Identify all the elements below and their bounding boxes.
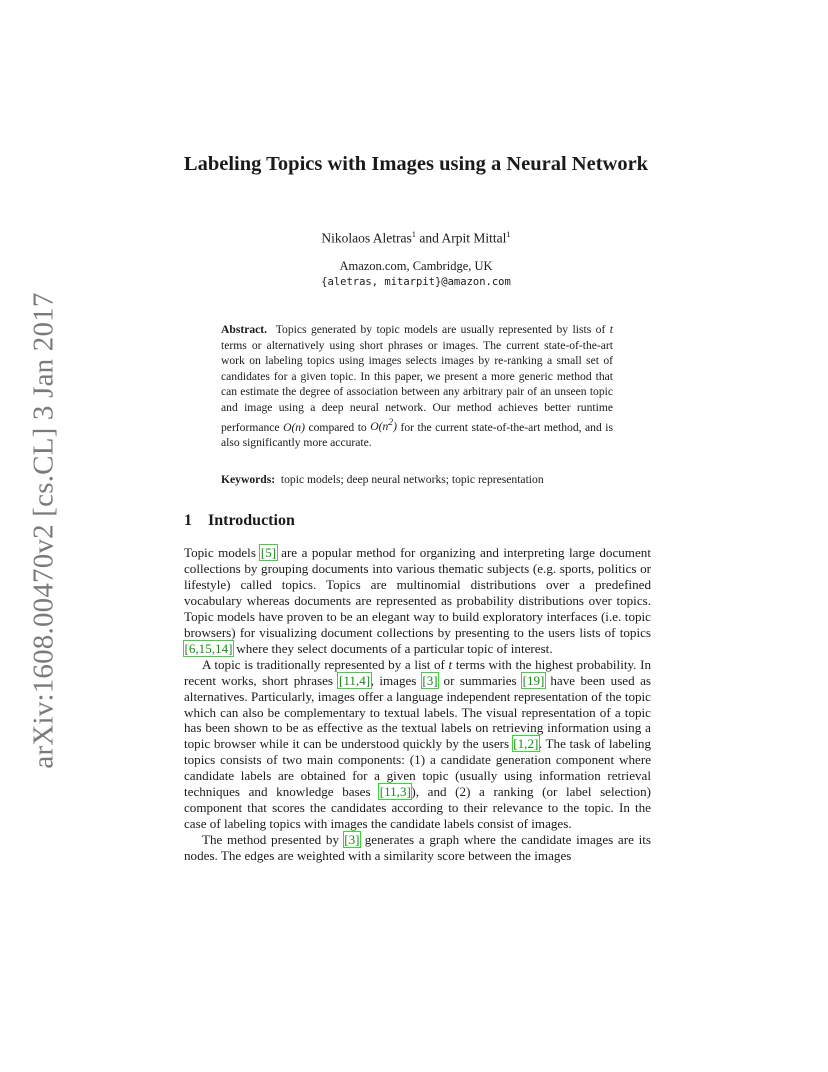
paper-title: Labeling Topics with Images using a Neural Network [183, 153, 649, 175]
keywords [221, 472, 621, 487]
math-expression: O(n) [283, 420, 305, 434]
section-heading [184, 512, 295, 530]
affiliation: Amazon.com, Cambridge, UK [339, 259, 493, 273]
author-emails: {aletras, mitarpit}@amazon.com [321, 276, 511, 288]
math-expression: $O(n^2)$ [370, 417, 397, 434]
abstract-text: for the current state-of-the-art method, and is also significantly more accurate. [221, 420, 613, 450]
section-number: 1 [184, 512, 192, 529]
citation-link[interactable]: [3] [422, 672, 438, 688]
citation-link[interactable]: [3] [344, 832, 360, 848]
paragraph: Topic models [5] are a popular method for organizing and interpreting large document collections by grouping documents into various thematic subjects (e.g. sports, politics or lifestyle) called topics. Topics are multinomial distributions over a predefined vocabulary whereas documents are represented as probability distributions over topics. Topic models have proven to be an elegant way to build exploratory interfaces (i.e. topic browsers) for visualizing document collections by presenting to the users lists of topics [6,15,14] where they select documents of a particular topic of interest. [184, 545, 651, 656]
keywords-text: topic models; deep neural networks; topic representation [280, 473, 544, 486]
author-name: Nikolaos Aletras [321, 230, 412, 246]
abstract-text: Topics generated by topic models are usually represented by lists of [275, 323, 610, 336]
citation-link[interactable]: [11,3] [379, 784, 411, 800]
citation-link[interactable]: [1,2] [513, 736, 539, 752]
keywords-label: Keywords: [221, 473, 276, 486]
affiliation-marker: 1 [506, 229, 511, 239]
citation-link[interactable]: [19] [522, 672, 545, 688]
citation-link[interactable]: [6,15,14] [184, 640, 233, 656]
affiliation-marker: 1 [411, 229, 416, 239]
abstract-label: Abstract. [221, 323, 268, 336]
section-title: Introduction [208, 512, 295, 529]
citation-link[interactable]: [5] [260, 545, 277, 560]
paragraph: The method presented by [3] generates a graph where the candidate images are its nodes. The edges are weighted with a similarity score between the images [184, 832, 651, 864]
author-separator: and [416, 230, 442, 246]
abstract-text: terms or alternatively using short phrases or images. The current state-of-the-art work on labeling topics using images selects images by re-ranking a small set of candidates for a given topic. In this paper, we present a more generic method that can estimate the degree of association between any arbitrary pair of an unseen topic and image using a deep neural network. Our method achieves better runtime performance [221, 338, 613, 434]
arxiv-identifier-text: arXiv:1608.00470v2 [cs.CL] 3 Jan 2017 [27, 291, 60, 769]
body-text [184, 545, 651, 864]
author-name: Arpit Mittal [441, 230, 507, 246]
author-list [150, 229, 682, 247]
abstract-text: compared to [304, 420, 371, 434]
arxiv-identifier[interactable] [14, 291, 74, 769]
math-variable: t [448, 656, 453, 672]
citation-link[interactable]: [11,4] [338, 672, 371, 688]
math-variable: t [609, 323, 613, 336]
affiliation-block [150, 258, 682, 290]
paragraph: A topic is traditionally represented by a list of t terms with the highest probability. In recent works, short phrases [11,4], images [3] or summaries [19] have been used as alternatives. Particularly, images offer a language independent representation of the topic which can also be complementary to textual labels. The visual representation of a topic has been shown to be as effective as the textual labels on retrieving information using a topic browser while it can be understood quickly by the users [1,2]. The task of labeling topics consists of two main components: (1) a candidate generation component where candidate labels are obtained for a given topic (usually using information retrieval techniques and knowledge bases [11,3]), and (2) a ranking (or label selection) component that scores the candidates according to their relevance to the topic. In the case of labeling topics with images the candidate labels consist of images. [184, 656, 651, 832]
abstract [221, 322, 613, 451]
